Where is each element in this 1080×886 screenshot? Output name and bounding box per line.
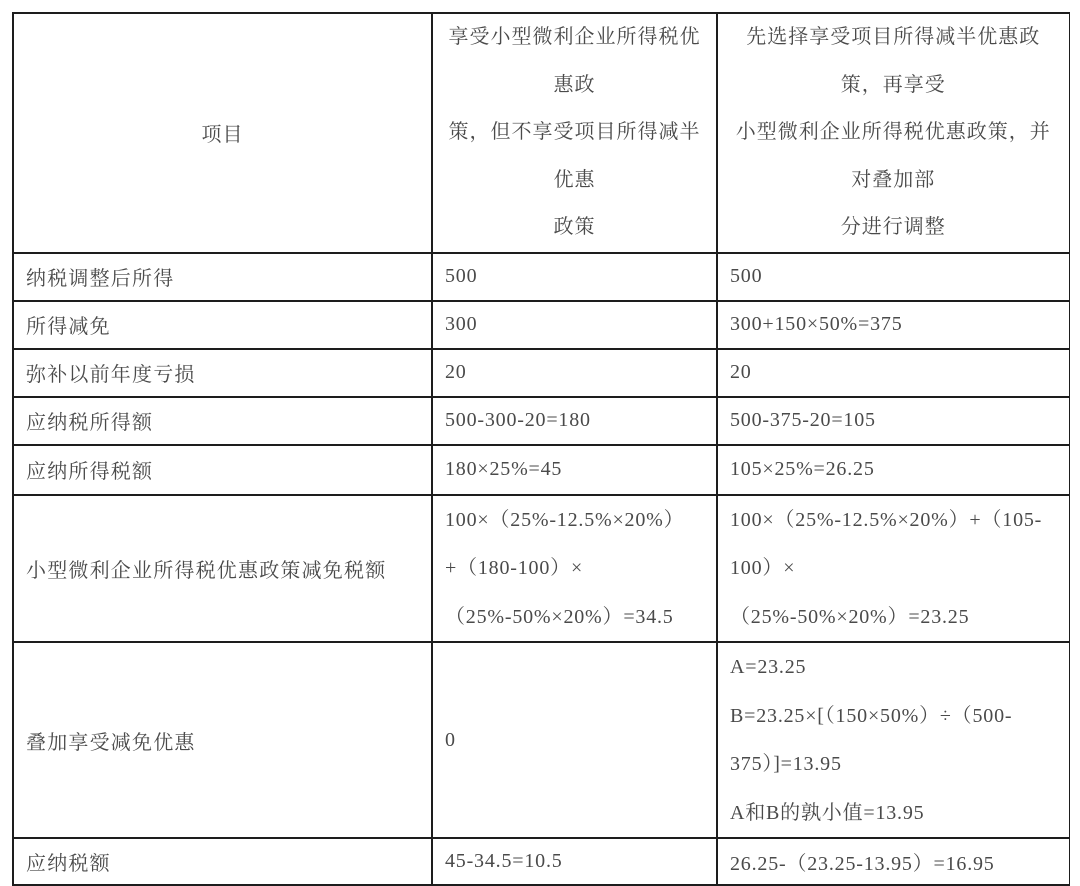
row-value-scenario1: 100×（25%-12.5%×20%） +（180-100）× （25%-50%×20%）=34.5 (432, 495, 717, 643)
row-label: 应纳税额 (13, 838, 432, 885)
row-value-scenario1: 500-300-20=180 (432, 397, 717, 445)
row-value-scenario2: 26.25-（23.25-13.95）=16.95 (717, 838, 1069, 885)
row-value-scenario1: 180×25%=45 (432, 445, 717, 495)
row-value-scenario1: 500 (432, 253, 717, 301)
row-value-scenario1: 45-34.5=10.5 (432, 838, 717, 885)
table-row-prior-year-loss (13, 349, 1069, 397)
table-row-income-reduction (13, 301, 1069, 349)
row-value-scenario2: 100×（25%-12.5%×20%）+（105-100）× （25%-50%×20%）=23.25 (717, 495, 1069, 643)
table-row-adjusted-income (13, 253, 1069, 301)
header-cell-item: 项目 (13, 13, 432, 253)
table-row-taxable-income (13, 397, 1069, 445)
table-row-stacked-benefit (13, 642, 1069, 838)
row-value-scenario1: 20 (432, 349, 717, 397)
row-value-scenario2: 105×25%=26.25 (717, 445, 1069, 495)
row-value-scenario1: 300 (432, 301, 717, 349)
row-label: 小型微利企业所得税优惠政策减免税额 (13, 495, 432, 643)
row-value-scenario2: 20 (717, 349, 1069, 397)
table-row-income-tax-payable (13, 445, 1069, 495)
row-value-scenario2: 500 (717, 253, 1069, 301)
row-value-scenario2: 300+150×50%=375 (717, 301, 1069, 349)
table-header-row (13, 13, 1069, 253)
table-row-tax-payable (13, 838, 1069, 885)
header-cell-scenario2: 先选择享受项目所得减半优惠政策，再享受 小型微利企业所得税优惠政策，并对叠加部 分进行调整 (717, 13, 1069, 253)
row-label: 应纳所得税额 (13, 445, 432, 495)
row-value-scenario2: 500-375-20=105 (717, 397, 1069, 445)
row-label: 所得减免 (13, 301, 432, 349)
row-label: 纳税调整后所得 (13, 253, 432, 301)
row-label: 弥补以前年度亏损 (13, 349, 432, 397)
row-label: 应纳税所得额 (13, 397, 432, 445)
tax-comparison-table (12, 12, 1070, 886)
row-value-scenario2: A=23.25 B=23.25×[（150×50%）÷（500- 375）]=13.95 A和B的孰小值=13.95 (717, 642, 1069, 838)
row-value-scenario1: 0 (432, 642, 717, 838)
header-cell-scenario1: 享受小型微利企业所得税优惠政 策，但不享受项目所得减半优惠 政策 (432, 13, 717, 253)
row-label: 叠加享受减免优惠 (13, 642, 432, 838)
table-row-preferential-reduction (13, 495, 1069, 643)
